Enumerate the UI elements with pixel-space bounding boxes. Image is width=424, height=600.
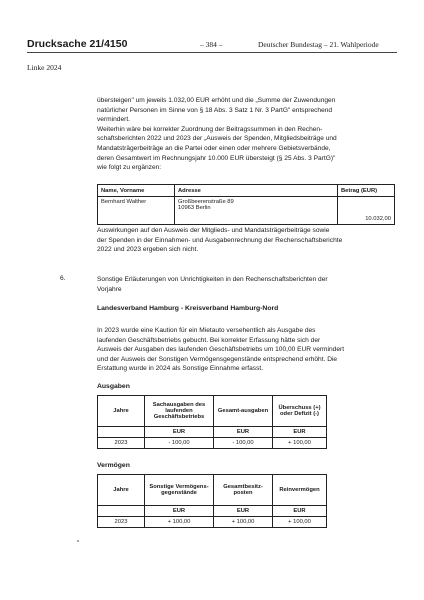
drucksache-label: Drucksache 21/ — [27, 38, 105, 50]
unit-cell: EUR — [214, 427, 273, 438]
unit-cell — [98, 506, 145, 517]
donor-name: Bernhard Walther — [98, 197, 175, 225]
section6-paragraph — [97, 326, 397, 374]
value-cell: + 100,00 — [145, 517, 214, 528]
text-line: Ausweis der Ausgaben des laufenden Geschäftsbetriebs um 100,00 EUR vermindert — [97, 346, 345, 354]
ausgaben-label: Ausgaben — [97, 383, 130, 390]
donor-address-table — [97, 184, 395, 225]
institution-label: Deutscher Bundestag – 21. Wahlperiode — [258, 40, 379, 49]
section-subheading: Landesverband Hamburg - Kreisverband Hamburg-Nord — [97, 305, 279, 312]
col-name-header: Name, Vorname — [98, 185, 175, 197]
value-cell: + 100,00 — [273, 517, 327, 528]
col-sachausgaben-header: Sachausgaben des laufenden Geschäftsbetriebs — [145, 396, 214, 427]
scan-speck — [77, 540, 79, 542]
col-gesamtausgaben-header: Gesamt-ausgaben — [214, 396, 273, 427]
unit-cell: EUR — [273, 506, 327, 517]
value-cell: + 100,00 — [214, 517, 273, 528]
text-line: laufenden Geschäftsbetriebs gebucht. Bei korrekter Erfassung hätte sich der — [97, 336, 321, 344]
section-title — [97, 275, 397, 294]
year-cell: 2023 — [98, 438, 145, 449]
text-line: natürlicher Personen im Sinne von § 18 Abs. 3 Satz 1 Nr. 3 PartG" entsprechend — [97, 106, 333, 114]
table-unit-row — [98, 506, 327, 517]
table-header-row — [98, 475, 327, 506]
col-sonstige-header: Sonstige Vermögens-gegenstände — [145, 475, 214, 506]
col-address-header: Adresse — [175, 185, 338, 197]
header-divider — [27, 52, 397, 53]
drucksache-number: 4150 — [104, 38, 128, 50]
text-line: der Spenden in der Einnahmen- und Ausgabenrechnung der Rechenschaftsberichte — [97, 236, 343, 244]
table-row — [98, 438, 327, 449]
text-line: 2022 und 2023 ergeben sich nicht. — [97, 246, 199, 254]
table-row — [98, 517, 327, 528]
address-line-2: 10963 Berlin — [178, 205, 211, 211]
unit-cell: EUR — [145, 427, 214, 438]
section-title-line-2: Vorjahre — [97, 285, 122, 293]
text-line: deren Gesamtwert im Rechnungsjahr 10.000 EUR übersteigt (§ 25 Abs. 3 PartG)" — [97, 154, 336, 162]
text-line: übersteigen" um jeweils 1.032,00 EUR erhöht und die „Summe der Zuwendungen — [97, 97, 336, 104]
table-header-row — [98, 185, 395, 197]
vermoegen-table — [97, 474, 327, 528]
text-line: Erstattung wurde in 2024 als Sonstige Einnahme erfasst. — [97, 365, 264, 373]
unit-cell: EUR — [214, 506, 273, 517]
section-number: 6. — [60, 275, 66, 282]
table-unit-row — [98, 427, 327, 438]
donor-amount: 10.032,00 — [338, 197, 395, 225]
text-line: Weiterhin wäre bei korrekter Zuordnung der Beitragssummen in den Rechen- — [97, 125, 323, 133]
intro-paragraph — [97, 96, 397, 173]
text-line: wie folgt zu ergänzen: — [97, 164, 162, 172]
ausgaben-table — [97, 395, 327, 449]
unit-cell: EUR — [273, 427, 327, 438]
year-cell: 2023 — [98, 517, 145, 528]
col-jahre-header: Jahre — [98, 396, 145, 427]
donor-address — [175, 197, 338, 225]
value-cell: + 100,00 — [273, 438, 327, 449]
text-line: In 2023 wurde eine Kaution für ein Mietauto versehentlich als Ausgabe des — [97, 327, 316, 334]
col-jahre-header: Jahre — [98, 475, 145, 506]
text-line: Mandatsträgerbeiträge an die Partei oder einen oder mehrere Gebietsverbände, — [97, 144, 331, 152]
col-ueberschuss-header: Überschuss (+) oder Defizit (-) — [273, 396, 327, 427]
vermoegen-label: Vermögen — [97, 462, 130, 469]
value-cell: - 100,00 — [214, 438, 273, 449]
col-reinvermoegen-header: Reinvermögen — [273, 475, 327, 506]
address-line-1: Großbeerenstraße 89 — [178, 199, 234, 205]
section-title-line-1: Sonstige Erläuterungen von Unrichtigkeiten in den Rechenschaftsberichten der — [97, 276, 328, 283]
col-amount-header: Betrag (EUR) — [338, 185, 395, 197]
table-header-row — [98, 396, 327, 427]
party-label: Linke 2024 — [27, 63, 62, 72]
text-line: Auswirkungen auf den Ausweis der Mitglieds- und Mandatsträgerbeiträge sowie — [97, 227, 330, 234]
text-line: vermindert. — [97, 116, 130, 124]
text-line: schaftsberichten 2022 und 2023 der „Ausweis der Spenden, Mitgliedsbeiträge und — [97, 135, 337, 143]
value-cell: - 100,00 — [145, 438, 214, 449]
page-number: – 384 – — [200, 40, 223, 49]
unit-cell — [98, 427, 145, 438]
col-gesamtbesitz-header: Gesamtbesitz-posten — [214, 475, 273, 506]
drucksache-id — [27, 38, 127, 50]
effects-paragraph — [97, 226, 397, 255]
table-row — [98, 197, 395, 225]
unit-cell: EUR — [145, 506, 214, 517]
text-line: und der Ausweis der Sonstigen Vermögensgegenstände entsprechend erhöht. Die — [97, 355, 338, 363]
